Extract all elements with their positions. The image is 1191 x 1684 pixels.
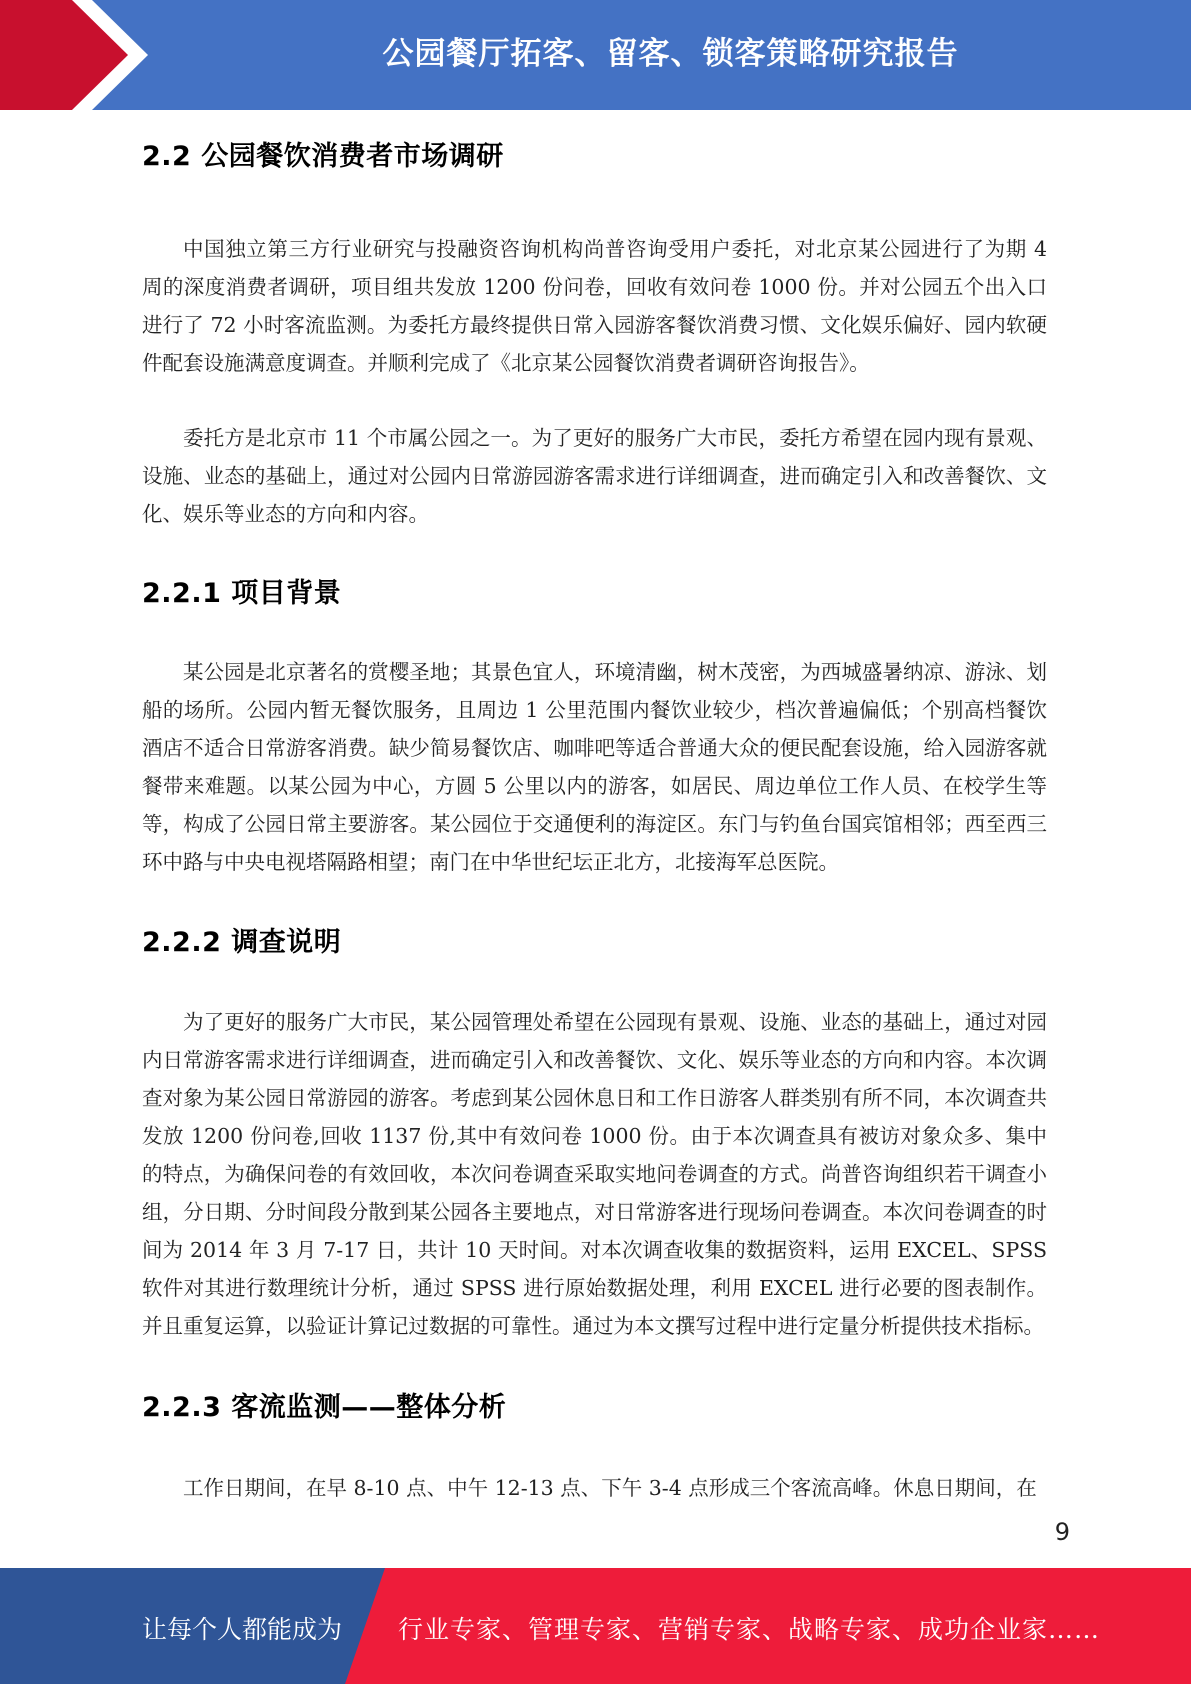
section-heading-2-2-1: 2.2.1 项目背景 — [142, 578, 342, 609]
paragraph-survey: 为了更好的服务广大市民，某公园管理处希望在公园现有景观、设施、业态的基础上，通过对园内日常游客需求进行详细调查，进而确定引入和改善餐饮、文化、娱乐等业态的方向和内容。本次调查对象为某公园日常游园的游客。考虑到某公园休息日和工作日游客人群类别有所不同，本次调查共发放 1200 份问卷,回收 1137 份,其中有效问卷 1000 份。由于本次调查具有被访对象众多、集中的特点，为确保问卷的有效回收，本次问卷调查采取实地问卷调查的方式。尚普咨询组织若干调查小组，分日期、分时间段分散到某公园各主要地点，对日常游客进行现场问卷调查。本次问卷调查的时间为 2014 年 3 月 7-17 日，共计 10 天时间。对本次调查收集的数据资料，运用 EXCEL、SPSS 软件对其进行数理统计分析，通过 SPSS 进行原始数据处理，利用 EXCEL 进行必要的图表制作。并且重复运算，以验证计算记过数据的可靠性。通过为本文撰写过程中进行定量分析提供技术指标。 — [142, 1010, 1047, 1338]
paragraph-background: 某公园是北京著名的赏樱圣地；其景色宜人，环境清幽，树木茂密，为西城盛暑纳凉、游泳、划船的场所。公园内暂无餐饮服务，且周边 1 公里范围内餐饮业较少，档次普遍偏低；个别高档餐饮酒店不适合日常游客消费。缺少简易餐饮店、咖啡吧等适合普通大众的便民配套设施，给入园游客就餐带来难题。以某公园为中心，方圆 5 公里以内的游客，如居民、周边单位工作人员、在校学生等等，构成了公园日常主要游客。某公园位于交通便利的海淀区。东门与钓鱼台国宾馆相邻；西至西三环中路与中央电视塔隔路相望；南门在中华世纪坛正北方，北接海军总医院。 — [142, 660, 1047, 874]
section-heading-2-2-2: 2.2.2 调查说明 — [142, 927, 342, 958]
paragraph-traffic: 工作日期间，在早 8-10 点、中午 12-13 点、下午 3-4 点形成三个客流高峰。休息日期间，在 — [183, 1476, 1037, 1500]
paragraph-client: 委托方是北京市 11 个市属公园之一。为了更好的服务广大市民，委托方希望在园内现有景观、设施、业态的基础上，通过对公园内日常游园游客需求进行详细调查，进而确定引入和改善餐饮、文化、娱乐等业态的方向和内容。 — [142, 426, 1047, 526]
section-heading-2-2: 2.2 公园餐饮消费者市场调研 — [142, 141, 504, 172]
report-title: 公园餐厅拓客、留客、锁客策略研究报告 — [382, 35, 959, 72]
footer-slogan-left: 让每个人都能成为 — [142, 1615, 343, 1644]
page-number: 9 — [1054, 1518, 1070, 1546]
footer-slogan-right: 行业专家、管理专家、营销专家、战略专家、成功企业家…… — [398, 1615, 1101, 1644]
paragraph-commission: 中国独立第三方行业研究与投融资咨询机构尚普咨询受用户委托，对北京某公园进行了为期 4 周的深度消费者调研，项目组共发放 1200 份问卷，回收有效问卷 1000 份。并对公园五个出入口进行了 72 小时客流监测。为委托方最终提供日常入园游客餐饮消费习惯、文化娱乐偏好、园内软硬件配套设施满意度调查。并顺利完成了《北京某公园餐饮消费者调研咨询报告》。 — [142, 237, 1047, 375]
page-content — [142, 118, 1047, 1507]
section-heading-2-2-3: 2.2.3 客流监测——整体分析 — [142, 1392, 507, 1423]
